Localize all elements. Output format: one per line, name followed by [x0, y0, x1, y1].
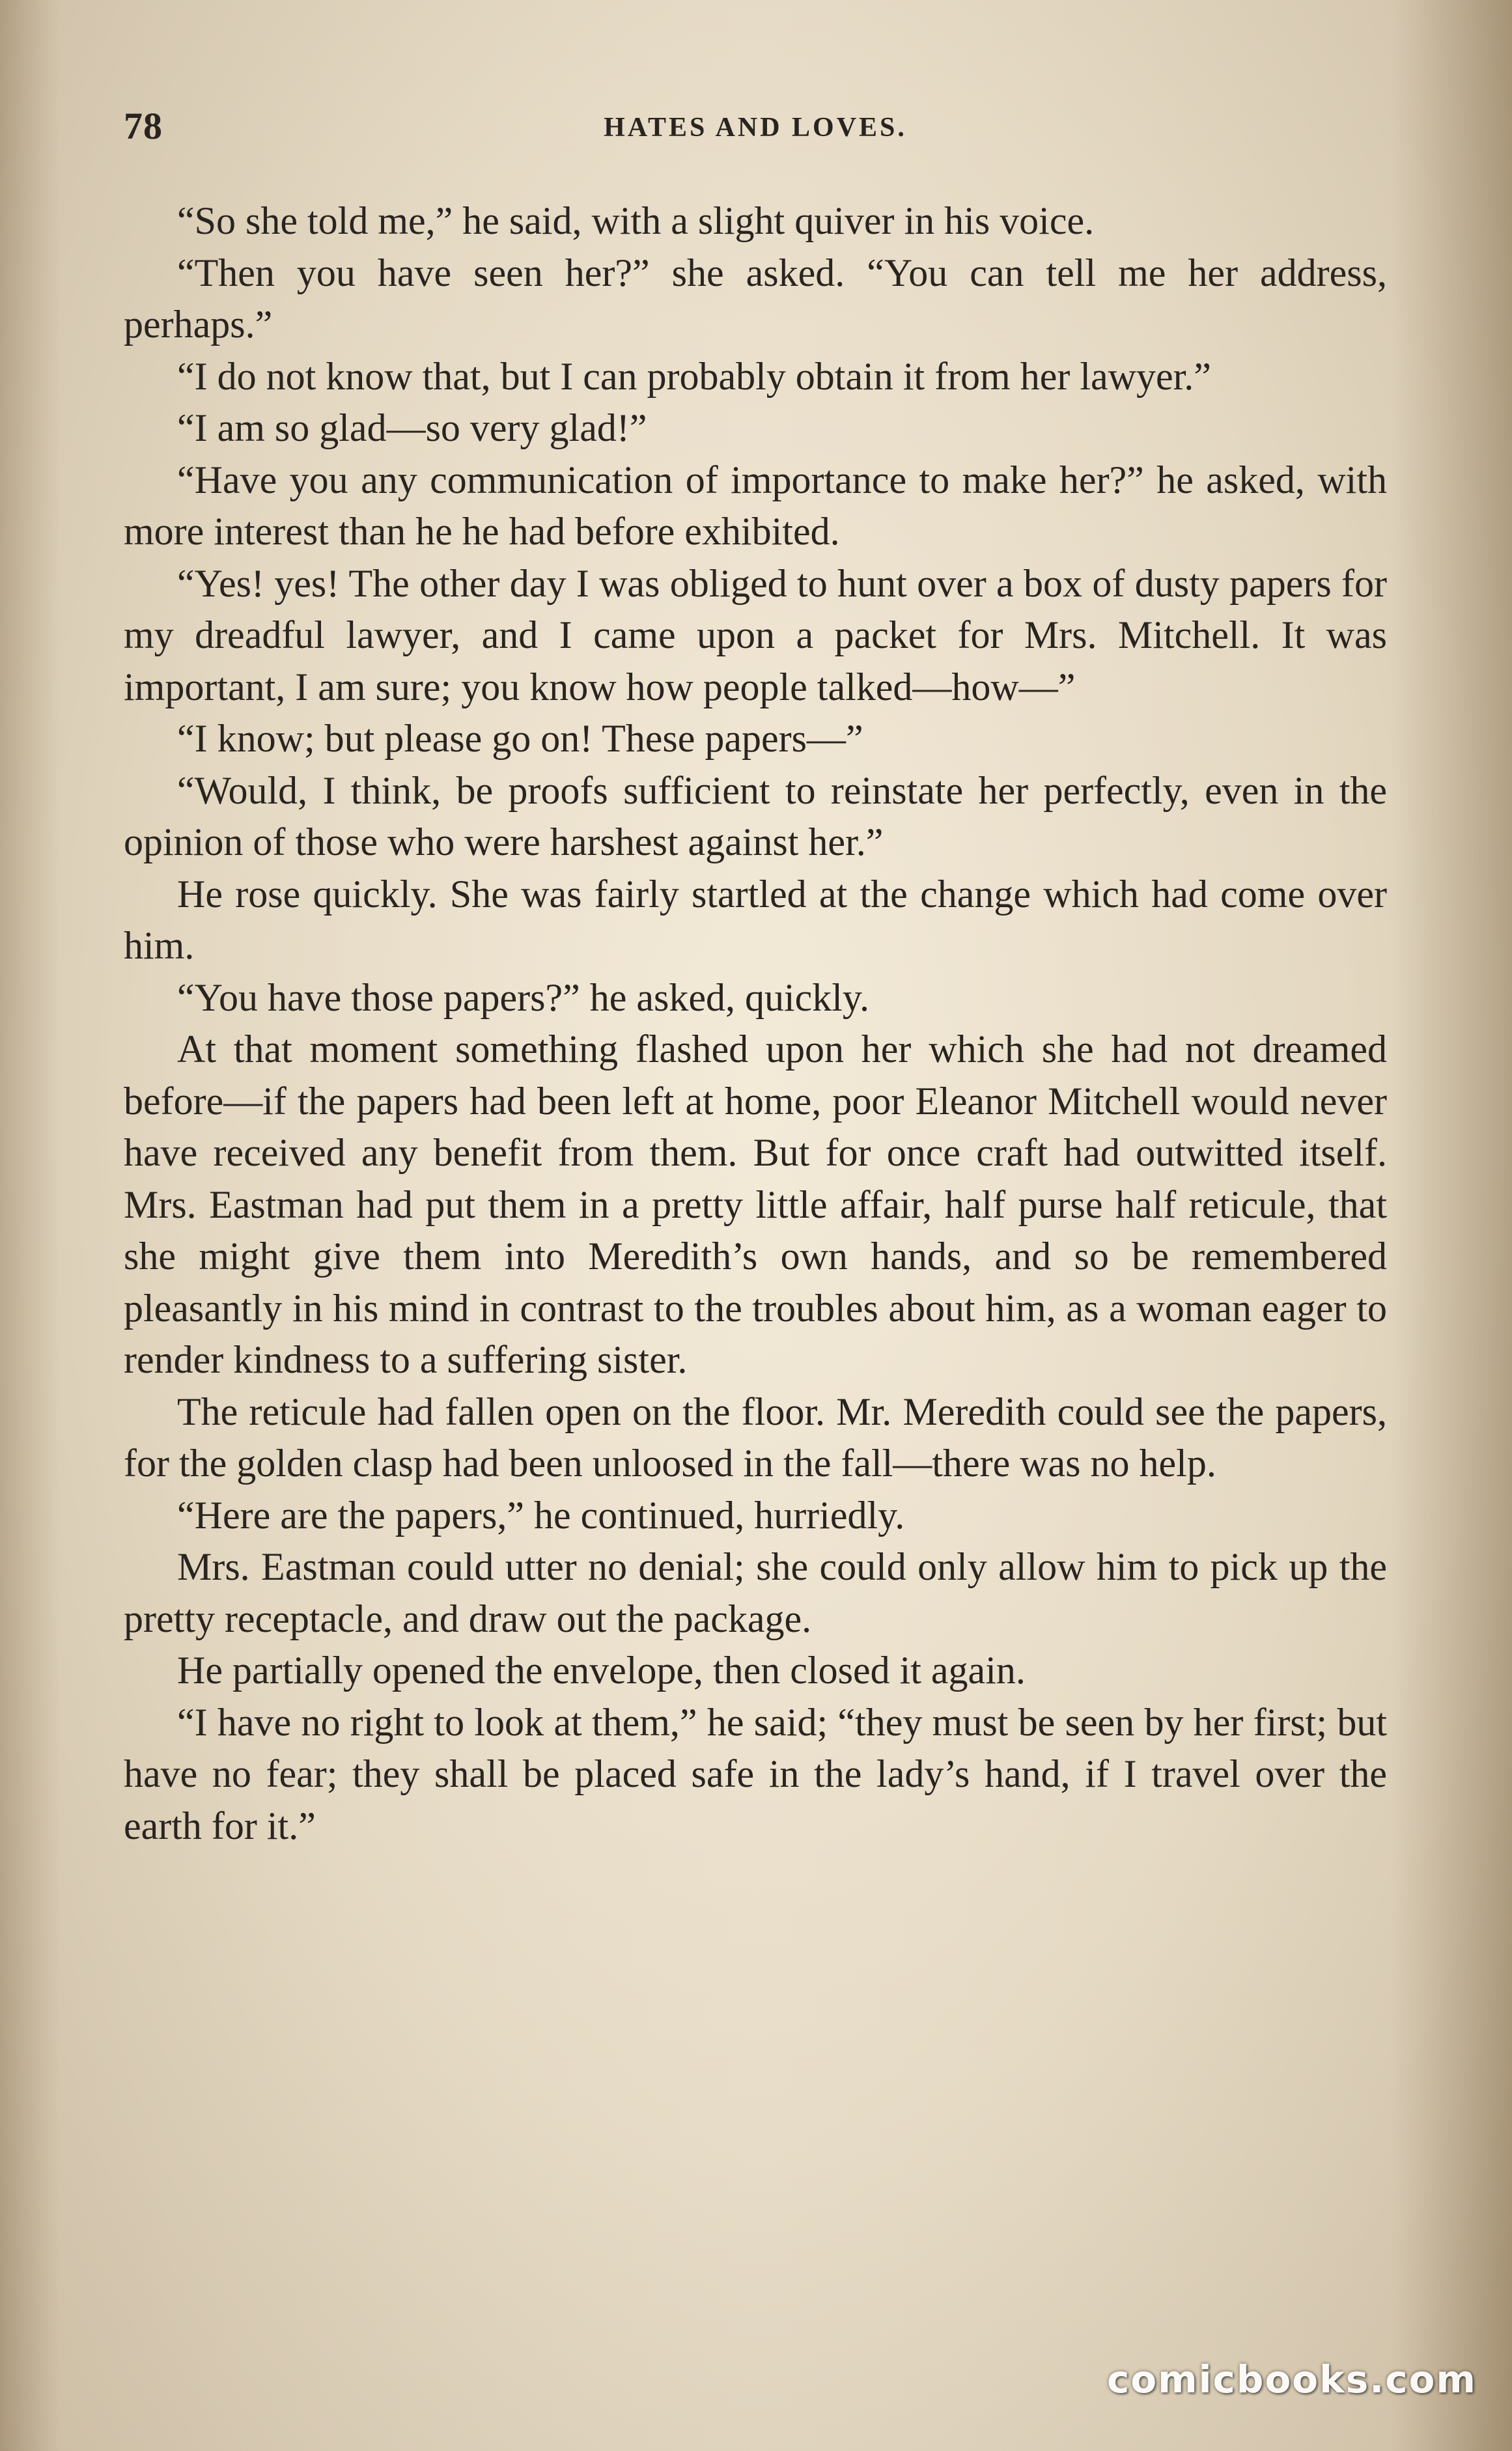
page-number: 78 [124, 105, 163, 147]
paragraph: Mrs. Eastman could utter no denial; she could only allow him to pick up the pretty receptacle, and draw out the package. [124, 1545, 1387, 1640]
paragraph: “I know; but please go on! These papers—” [177, 717, 863, 760]
paragraph: “So she told me,” he said, with a slight quiver in his voice. [177, 199, 1095, 242]
page-header [124, 104, 1387, 163]
paragraph: He rose quickly. She was fairly startled at the change which had come over him. [124, 872, 1387, 967]
paragraph: “Here are the papers,” he continued, hurriedly. [177, 1493, 905, 1537]
paragraph: “Then you have seen her?” she asked. “You can tell me her address, perhaps.” [124, 251, 1387, 346]
paragraph: “I am so glad—so very glad!” [177, 406, 647, 449]
paragraph: “Have you any communication of importance to make her?” he asked, with more interest than he he had before exhibited. [124, 458, 1387, 553]
paragraph: “I have no right to look at them,” he said; “they must be seen by her first; but have no fear; they shall be placed safe in the lady’s hand, if I travel over the earth for it.” [124, 1700, 1387, 1847]
running-head: HATES AND LOVES. [604, 113, 907, 143]
paragraph: “You have those papers?” he asked, quickly. [177, 975, 870, 1019]
paragraph: The reticule had fallen open on the floor. Mr. Meredith could see the papers, for the golden clasp had been unloosed in the fall—there was no help. [124, 1390, 1387, 1485]
paragraph: At that moment something flashed upon her which she had not dreamed before—if the papers had been left at home, poor Eleanor Mitchell would never have received any benefit from them. But for once craft had outwitted itself. Mrs. Eastman had put them in a pretty little affair, half purse half reticule, that she might give them into Meredith’s own hands, and so be remembered pleasantly in his mind in contrast to the troubles about him, as a woman eager to render kindness to a suffering sister. [124, 1028, 1387, 1381]
paragraph: “I do not know that, but I can probably obtain it from her lawyer.” [177, 354, 1211, 398]
paragraph: “Would, I think, be proofs sufficient to reinstate her perfectly, even in the opinion of those who were harshest against her.” [124, 768, 1387, 863]
watermark: comicbooks.com [1107, 2357, 1477, 2402]
body-text [124, 195, 1387, 1852]
paragraph: “Yes! yes! The other day I was obliged to hunt over a box of dusty papers for my dreadful lawyer, and I came upon a packet for Mrs. Mitchell. It was important, I am sure; you know how people talked—how—” [124, 561, 1387, 708]
paragraph: He partially opened the envelope, then closed it again. [177, 1649, 1026, 1692]
